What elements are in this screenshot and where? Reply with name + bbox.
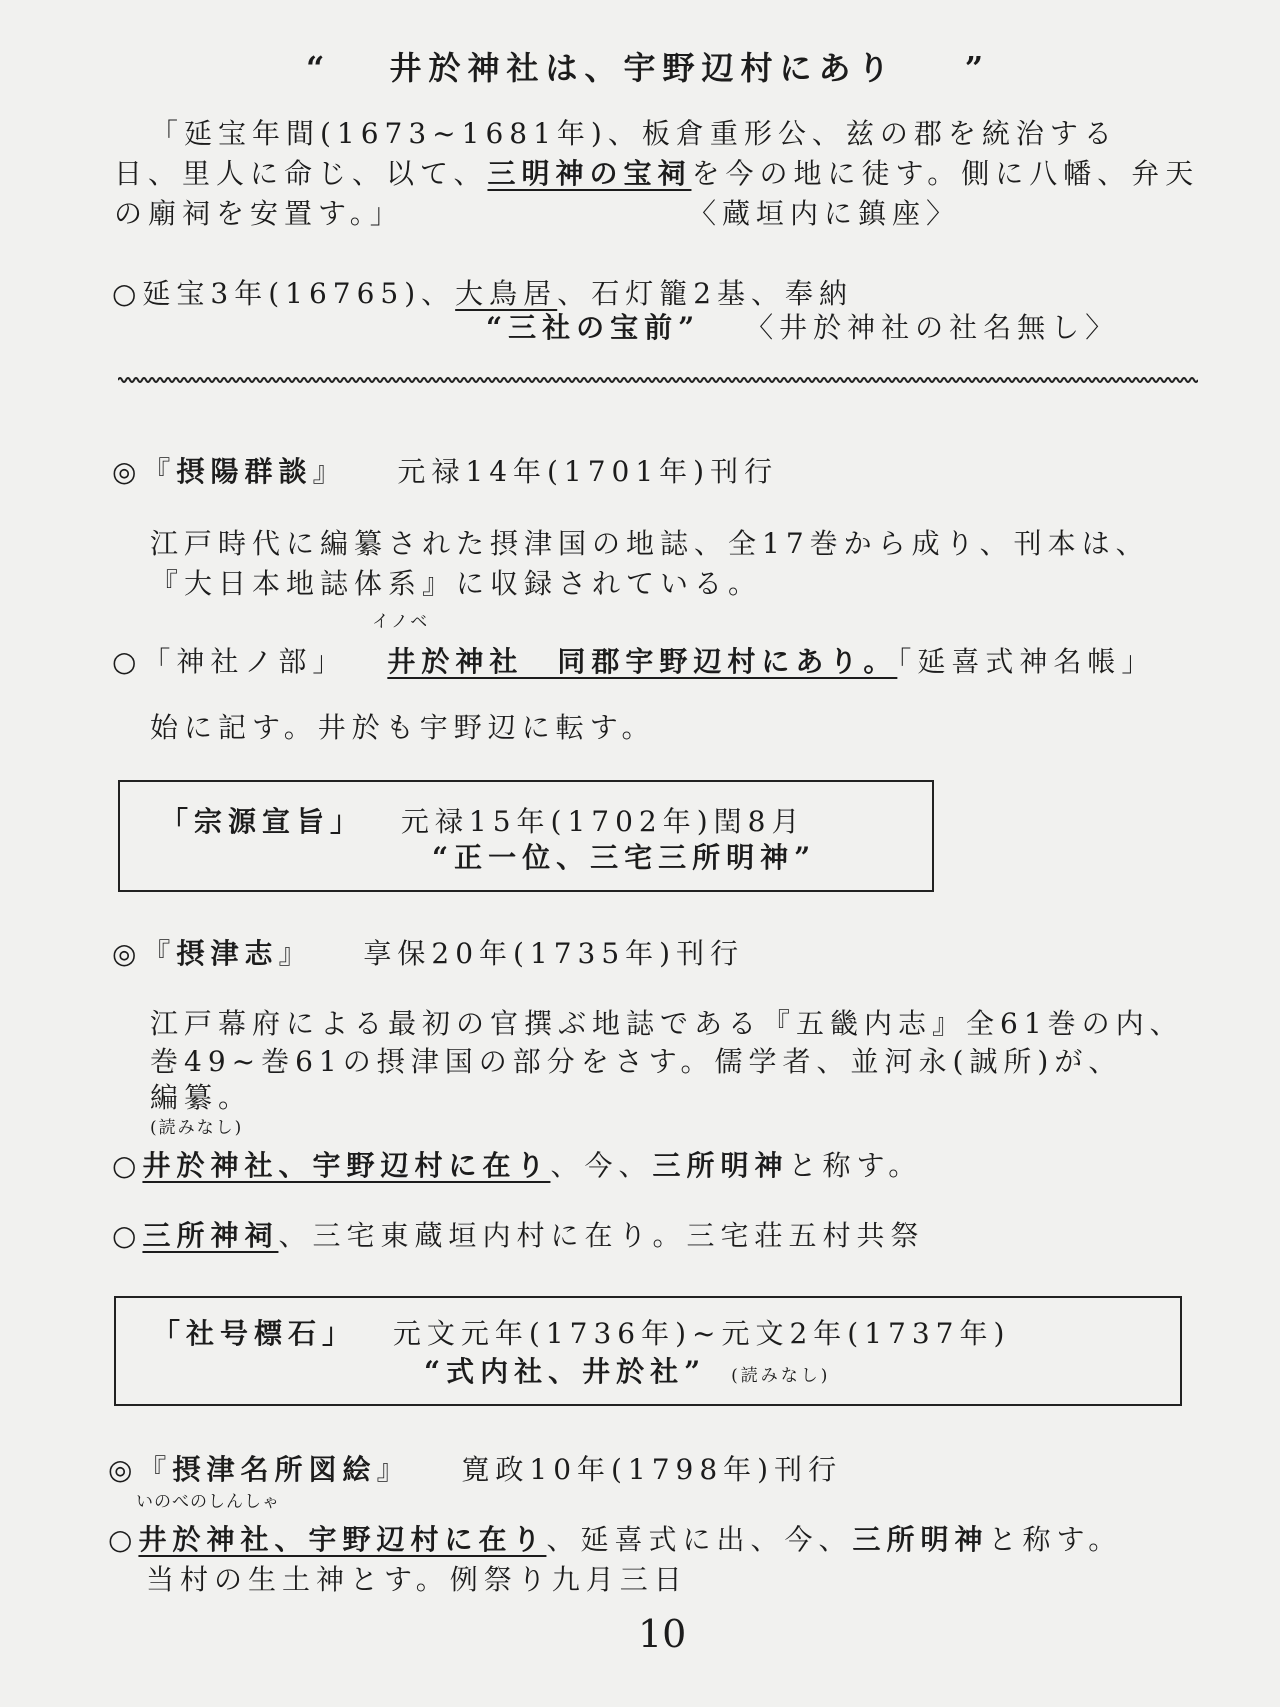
- meisho-heading-title: 摂津名所図絵: [172, 1453, 377, 1486]
- box1-quote: “正一位、三宅三所明神”: [432, 841, 817, 874]
- title-text: 井於神社は、宇野辺村にあり: [389, 49, 897, 87]
- setsuyo-heading-mark: ◎『: [112, 455, 177, 488]
- intro-line-2-a: 日、里人に命じ、以て、: [114, 157, 488, 190]
- box2-quote: “式内社、井於社”: [424, 1355, 707, 1388]
- settsushi-item-1-c: 三所明神: [652, 1149, 789, 1182]
- settsushi-item-2: [112, 1219, 925, 1252]
- box1-date: 元禄15年(1702年)閏8月: [400, 805, 806, 838]
- settsushi-heading: [112, 937, 745, 970]
- intro-line-3: の廟祠を安置す。」: [114, 197, 404, 230]
- meisho-item-a: 井於神社、宇野辺村に在り: [138, 1523, 547, 1556]
- intro-note: 〈蔵垣内に鎮座〉: [688, 197, 961, 230]
- page-title: [306, 49, 991, 87]
- setsuyo-heading-date: 元禄14年(1701年)刊行: [397, 455, 779, 488]
- settsushi-item-2-a: 三所神祠: [142, 1219, 279, 1252]
- meisho-heading: [108, 1453, 843, 1486]
- enpo-line-2: [486, 311, 1120, 344]
- setsuyo-desc-2: 『大日本地誌体系』に収録されている。: [150, 567, 763, 600]
- settsushi-item-1: [112, 1149, 923, 1182]
- meisho-ruby: いのべのしんしゃ: [136, 1492, 280, 1512]
- box2-line-1: [152, 1317, 1011, 1350]
- sogen-senji-box: [118, 780, 934, 892]
- shago-hyoseki-box: [114, 1296, 1182, 1406]
- box1-label: 「宗源宣旨」: [160, 805, 365, 838]
- settsushi-item-1-d: と称す。: [788, 1149, 923, 1182]
- intro-line-2-c: を今の地に徒す。側に八幡、弁天: [691, 157, 1200, 190]
- setsuyo-heading: [112, 455, 779, 488]
- box2-date: 元文元年(1736年)~元文2年(1737年): [392, 1317, 1011, 1350]
- settsushi-heading-title: 摂津志: [176, 937, 279, 970]
- setsuyo-item-c: 「延喜式神名帳」: [897, 645, 1156, 678]
- box2-note: (読みなし): [731, 1366, 831, 1386]
- meisho-heading-date: 寛政10年(1798年)刊行: [461, 1453, 843, 1486]
- settsushi-heading-date: 享保20年(1735年)刊行: [363, 937, 745, 970]
- setsuyo-item: [112, 645, 1156, 678]
- settsushi-desc-1: 江戸幕府による最初の官撰ぶ地誌である『五畿内志』全61巻の内、: [150, 1007, 1184, 1040]
- meisho-item: [108, 1523, 1123, 1556]
- setsuyo-heading-close: 』: [312, 455, 347, 488]
- box2-label: 「社号標石」: [152, 1317, 357, 1350]
- meisho-item-c: 三所明神: [852, 1523, 989, 1556]
- setsuyo-item-a: ○「神社ノ部」: [112, 645, 347, 678]
- enpo-line-1-c: 、石灯籠2基、奉納: [557, 277, 854, 310]
- settsushi-note: (読みなし): [150, 1118, 244, 1138]
- setsuyo-ruby: イノベ: [372, 612, 431, 632]
- settsushi-item-2-mark: ○: [112, 1219, 143, 1252]
- setsuyo-heading-title: 摂陽群談: [176, 455, 313, 488]
- intro-line-1: 「延宝年間(1673~1681年)、板倉重形公、兹の郡を統治する: [150, 117, 1118, 150]
- settsushi-desc-3: 編纂。: [150, 1081, 253, 1114]
- intro-line-2: [114, 157, 1200, 190]
- meisho-item-cont: 当村の生土神とす。例祭り九月三日: [146, 1563, 688, 1596]
- enpo-line-2-b: 〈井於神社の社名無し〉: [745, 311, 1120, 344]
- settsushi-heading-mark: ◎『: [112, 937, 177, 970]
- box2-line-2: [424, 1355, 831, 1388]
- setsuyo-desc-1: 江戸時代に編纂された摂津国の地誌、全17巻から成り、刊本は、: [150, 527, 1150, 560]
- meisho-item-b: 、延喜式に出、今、: [546, 1523, 853, 1556]
- enpo-line-2-a: “三社の宝前”: [486, 311, 701, 344]
- settsushi-item-1-b: 、今、: [550, 1149, 653, 1182]
- meisho-heading-mark: ◎『: [108, 1453, 173, 1486]
- wavy-divider: [118, 372, 1198, 388]
- enpo-line-1-b: 大鳥居: [455, 277, 558, 310]
- intro-line-2-b: 三明神の宝祠: [487, 157, 692, 190]
- meisho-item-d: と称す。: [988, 1523, 1123, 1556]
- settsushi-item-2-b: 、三宅東蔵垣内村に在り。三宅荘五村共祭: [278, 1219, 925, 1252]
- settsushi-heading-close: 』: [278, 937, 313, 970]
- enpo-line-1-a: ○延宝3年(16765)、: [112, 277, 456, 310]
- enpo-line-1: [112, 277, 854, 310]
- setsuyo-item-b: 井於神社 同郡宇野辺村にあり。: [387, 645, 898, 678]
- title-close-quote: ”: [964, 49, 991, 87]
- settsushi-item-1-mark: ○: [112, 1149, 143, 1182]
- box1-line-1: [160, 805, 806, 838]
- title-open-quote: “: [306, 49, 332, 87]
- page-number: 10: [638, 1612, 687, 1656]
- setsuyo-item-cont: 始に記す。井於も宇野辺に転す。: [150, 711, 656, 744]
- meisho-heading-close: 』: [376, 1453, 411, 1486]
- settsushi-desc-2: 巻49~巻61の摂津国の部分をさす。儒学者、並河永(誠所)が、: [150, 1045, 1123, 1078]
- settsushi-item-1-a: 井於神社、宇野辺村に在り: [142, 1149, 551, 1182]
- meisho-item-mark: ○: [108, 1523, 139, 1556]
